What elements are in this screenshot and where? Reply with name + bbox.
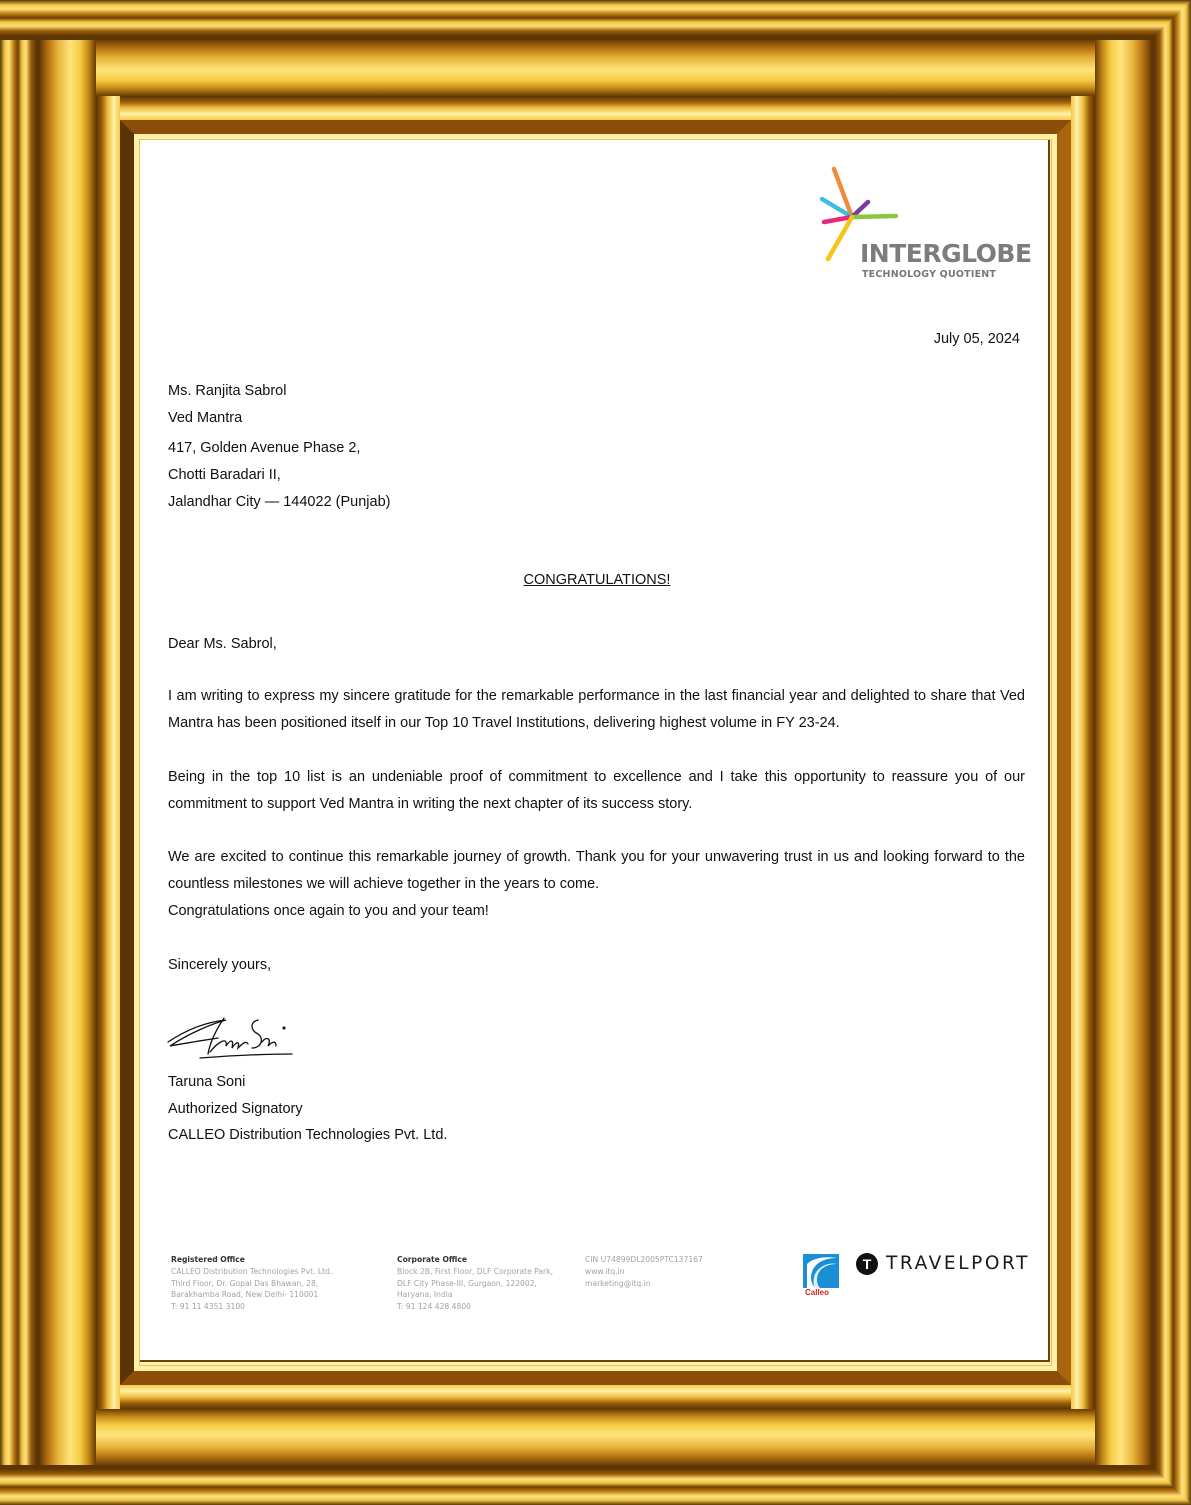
travelport-logo-text: TRAVELPORT [886, 1253, 1031, 1274]
corporate-office-line: Block 2B, First Floor, DLF Corporate Park, [397, 1266, 553, 1276]
signatory-name: Taruna Soni [168, 1074, 246, 1090]
recipient-address-line3: Jalandhar City — 144022 (Punjab) [168, 494, 391, 510]
corporate-office-phone: T: 91 124 428 4800 [397, 1302, 471, 1312]
email-link[interactable]: marketing@itq.in [585, 1278, 651, 1288]
signature-image [166, 1010, 296, 1060]
body-paragraph-2: Being in the top 10 list is an undeniable proof of commitment to excellence and I take this opportunity to reassure you of our commitment to support Ved Mantra in writing the next chapter of its success story. [168, 769, 1025, 812]
corporate-office-line: DLF City Phase-III, Gurgaon, 122002, [397, 1278, 537, 1288]
closing: Sincerely yours, [168, 957, 272, 973]
calleo-logo [803, 1254, 847, 1300]
recipient-address-line1: 417, Golden Avenue Phase 2, [168, 440, 361, 456]
recipient-address-line2: Chotti Baradari II, [168, 467, 281, 483]
cin-number: CIN U74899DL2005PTC137167 [585, 1255, 703, 1264]
letter-date: July 05, 2024 [933, 331, 1020, 347]
registered-office-heading: Registered Office [171, 1255, 245, 1264]
registered-office-line: Third Floor, Dr. Gopal Das Bhawan, 28, [171, 1278, 319, 1288]
corporate-office-heading: Corporate Office [397, 1255, 468, 1264]
salutation: Dear Ms. Sabrol, [168, 636, 277, 652]
body-paragraph-1: I am writing to express my sincere gratitude for the remarkable performance in the last financial year and delighted to share that Ved Mantra has been positioned itself in our Top 10 Travel Institutions, delivering highest volume in FY 23-24. [168, 688, 1025, 731]
registered-office-line: CALLEO Distribution Technologies Pvt. Ltd. [171, 1266, 333, 1276]
footer-corporate-office [397, 1254, 553, 1313]
signatory-company: CALLEO Distribution Technologies Pvt. Ltd. [168, 1127, 448, 1143]
recipient-company: Ved Mantra [168, 410, 243, 426]
signatory-title: Authorized Signatory [168, 1101, 303, 1117]
letter-page [140, 140, 1050, 1362]
travelport-icon: T [856, 1253, 878, 1275]
recipient-name: Ms. Ranjita Sabrol [168, 383, 287, 399]
body-paragraph-3: We are excited to continue this remarkable journey of growth. Thank you for your unwavering trust in us and looking forward to the countless milestones we will achieve together in the years to come. [168, 849, 1025, 892]
footer-contact [585, 1254, 703, 1289]
registered-office-line: Barakhamba Road, New Delhi- 110001 [171, 1290, 319, 1300]
brand-tagline: TECHNOLOGY QUOTIENT [862, 269, 997, 280]
footer-registered-office [171, 1254, 332, 1313]
body-paragraph-4: Congratulations once again to you and your team! [168, 903, 489, 919]
website-link[interactable]: www.itq.in [585, 1266, 625, 1276]
calleo-swoosh-icon [803, 1254, 839, 1288]
letter-heading: CONGRATULATIONS! [523, 572, 671, 588]
calleo-label: Calleo [805, 1288, 830, 1297]
interglobe-logo [818, 165, 1038, 285]
corporate-office-line: Haryana, India [397, 1290, 453, 1300]
registered-office-phone: T: 91 11 4351 3100 [171, 1302, 245, 1312]
brand-name: INTERGLOBE [860, 239, 1032, 268]
